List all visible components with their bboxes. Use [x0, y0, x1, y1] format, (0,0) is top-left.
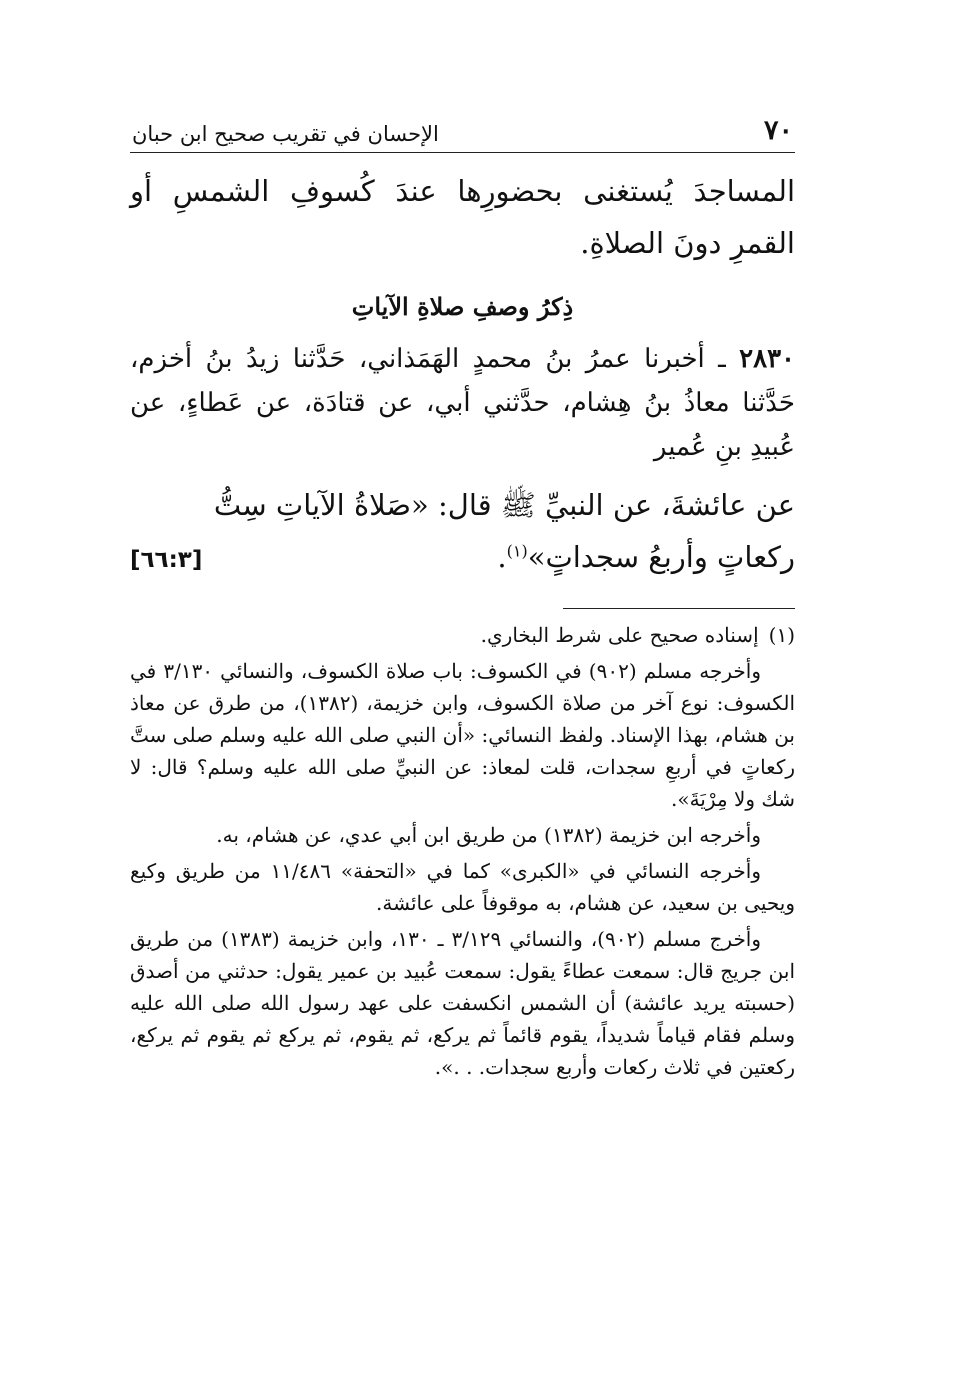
hadith-matn-first: عن عائشةَ، عن النبيِّ ﷺ قال: «صَلاةُ الآياتِ سِتُّ [213, 488, 795, 522]
page-header [130, 112, 795, 153]
page-number: ٧٠ [763, 115, 793, 146]
footnote-paragraph: وأخرج مسلم (٩٠٢)، والنسائي ٣/١٢٩ ـ ١٣٠، وابن خزيمة (١٣٨٣) من طريق ابن جريج قال: سمعت عطاءً يقول: سمعت عُبيد بن عمير يقول: حدثني من أصدق (حسبته يريد عائشة) أن الشمس انكسفت على عهد رسول الله صلى الله عليه وسلم فقام قياماً شديداً، يقوم قائماً ثم يركع، ثم يقوم، ثم يركع ثم يقوم ثم يركع، ركعتين في ثلاث ركعات وأربع سجدات. . .». [130, 927, 795, 1079]
hadith-number: ٢٨٣٠ [739, 344, 796, 374]
footnote-paragraph: وأخرجه مسلم (٩٠٢) في الكسوف: باب صلاة الكسوف، والنسائي ٣/١٣٠ في الكسوف: نوع آخر من صلاة الكسوف، وابن خزيمة، (١٣٨٢)، من طرق عن معاذ بن هشام، بهذا الإسناد. ولفظ النسائي: «أن النبي صلى الله عليه وسلم صلى ستَّ ركعاتٍ في أربعِ سجدات، قلت لمعاذ: عن النبيِّ صلى الله عليه وسلم؟ قال: لا شك ولا مِرْيَةَ». [130, 659, 796, 811]
hadith-matn-period: . [497, 540, 507, 574]
footnote-paragraph: وأخرجه النسائي في «الكبرى» كما في «التحفة» ١١/٤٨٦ من طريق وكيع ويحيى بن سعيد، عن هشام، به موقوفاً على عائشة. [130, 859, 795, 915]
hadith-matn-end [497, 531, 795, 583]
footnote-text: إسناده صحيح على شرط البخاري. [480, 623, 759, 647]
book-page [130, 112, 795, 1083]
footnote-1 [130, 619, 795, 651]
hadith-chain [130, 337, 795, 469]
footnote-marker: (١) [768, 623, 795, 647]
hadith-matn-last-line [130, 531, 795, 586]
running-title: الإحسان في تقريب صحيح ابن حبان [132, 122, 439, 146]
footnote-paragraph: وأخرجه ابن خزيمة (١٣٨٢) من طريق ابن أبي عدي، عن هشام، به. [216, 823, 761, 847]
footnote-ref: (١) [506, 541, 528, 561]
footnote-separator [563, 608, 795, 609]
section-heading: ذِكرُ وصفِ صلاةِ الآياتِ [351, 292, 574, 321]
intro-paragraph: المساجدَ يُستغنى بحضورِها عندَ كُسوفِ الشمسِ أو القمرِ دونَ الصلاةِ. [130, 174, 795, 260]
hadith-isnad: ـ أخبرنا عمرُ بنُ محمدٍ الهَمَذاني، حَدَّثنا زيدُ بنُ أخزم، حَدَّثنا معاذُ بنُ هِشام، حدَّثني أبي، عن قتادَة، عن عَطاءٍ، عن عُبيدِ بنِ عُمير [130, 344, 795, 462]
hadith-matn-text: ركعاتٍ وأربعُ سجداتٍ» [527, 540, 795, 574]
footnotes [130, 619, 795, 1083]
hadith-reference: [٦٦:٣] [130, 547, 203, 573]
